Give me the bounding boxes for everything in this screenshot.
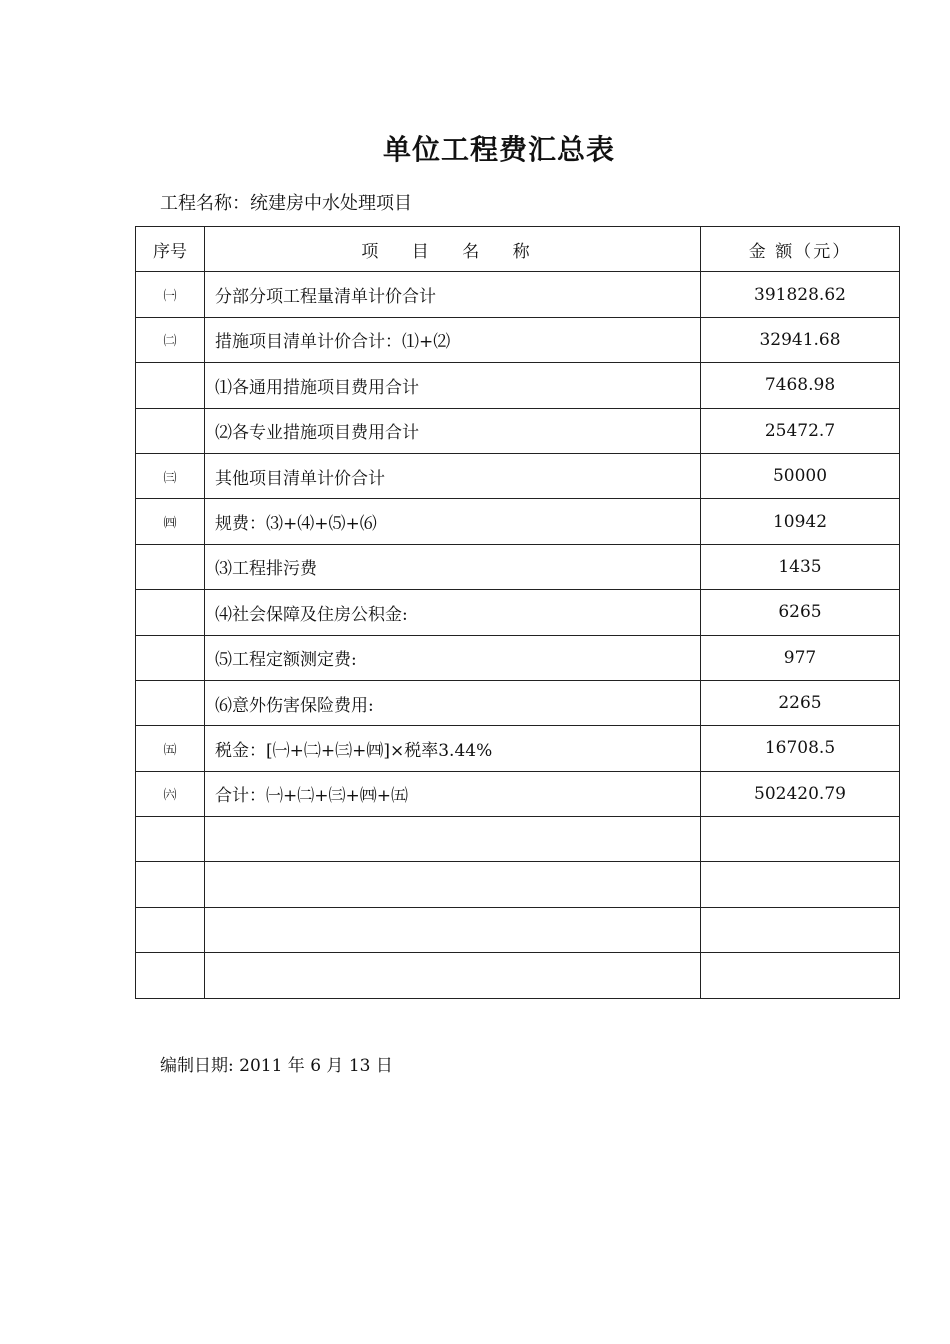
row-seq	[136, 907, 205, 952]
row-seq: ㈥	[136, 771, 205, 816]
row-amount: 977	[701, 635, 900, 680]
row-amount	[701, 953, 900, 998]
row-amount: 6265	[701, 590, 900, 635]
project-name-line: 工程名称：统建房中水处理项目	[160, 193, 412, 214]
row-seq	[136, 817, 205, 862]
row-seq	[136, 408, 205, 453]
row-seq: ㈣	[136, 499, 205, 544]
row-amount: 32941.68	[701, 317, 900, 362]
row-amount	[701, 907, 900, 952]
row-item-name	[205, 817, 701, 862]
row-amount: 50000	[701, 453, 900, 498]
row-item-name: 分部分项工程量清单计价合计	[205, 272, 701, 317]
row-amount: 1435	[701, 544, 900, 589]
row-seq	[136, 862, 205, 907]
table-row	[136, 363, 900, 408]
row-seq: ㈤	[136, 726, 205, 771]
table-row	[136, 544, 900, 589]
table-row	[136, 680, 900, 725]
row-amount: 10942	[701, 499, 900, 544]
row-item-name: ⑶工程排污费	[205, 544, 701, 589]
row-amount: 16708.5	[701, 726, 900, 771]
table-row	[136, 771, 900, 816]
row-item-name	[205, 907, 701, 952]
table-row	[136, 272, 900, 317]
row-seq: ㈢	[136, 453, 205, 498]
row-item-name: ⑷社会保障及住房公积金:	[205, 590, 701, 635]
table-row	[136, 499, 900, 544]
row-item-name	[205, 953, 701, 998]
header-item-name: 项 目 名 称	[205, 227, 701, 272]
cost-summary-table	[135, 226, 900, 999]
table-row-empty	[136, 953, 900, 998]
row-item-name: ⑴各通用措施项目费用合计	[205, 363, 701, 408]
row-seq: ㈠	[136, 272, 205, 317]
row-amount: 2265	[701, 680, 900, 725]
row-amount: 391828.62	[701, 272, 900, 317]
row-item-name: ⑵各专业措施项目费用合计	[205, 408, 701, 453]
table-row	[136, 726, 900, 771]
page-title: 单位工程费汇总表	[382, 133, 615, 166]
row-item-name: 规费：⑶+⑷+⑸+⑹	[205, 499, 701, 544]
row-amount	[701, 862, 900, 907]
row-item-name: ⑹意外伤害保险费用:	[205, 680, 701, 725]
row-item-name: 合计：㈠+㈡+㈢+㈣+㈤	[205, 771, 701, 816]
table-header-row	[136, 227, 900, 272]
row-item-name: ⑸工程定额测定费:	[205, 635, 701, 680]
table-row-empty	[136, 817, 900, 862]
row-item-name: 措施项目清单计价合计：⑴+⑵	[205, 317, 701, 362]
row-seq	[136, 680, 205, 725]
header-amount: 金 额（元）	[701, 227, 900, 272]
row-amount: 25472.7	[701, 408, 900, 453]
row-seq	[136, 635, 205, 680]
table-row	[136, 408, 900, 453]
row-amount	[701, 817, 900, 862]
row-seq	[136, 590, 205, 635]
row-amount: 7468.98	[701, 363, 900, 408]
row-seq	[136, 544, 205, 589]
row-item-name	[205, 862, 701, 907]
row-item-name: 税金：[㈠+㈡+㈢+㈣]×税率3.44%	[205, 726, 701, 771]
table-row	[136, 635, 900, 680]
table-row	[136, 590, 900, 635]
table-row	[136, 317, 900, 362]
row-item-name: 其他项目清单计价合计	[205, 453, 701, 498]
row-seq	[136, 953, 205, 998]
row-seq	[136, 363, 205, 408]
header-seq: 序号	[136, 227, 205, 272]
table-row-empty	[136, 907, 900, 952]
table-row-empty	[136, 862, 900, 907]
row-amount: 502420.79	[701, 771, 900, 816]
row-seq: ㈡	[136, 317, 205, 362]
compile-date-line: 编制日期: 2011 年 6 月 13 日	[160, 1056, 393, 1076]
table-row	[136, 453, 900, 498]
